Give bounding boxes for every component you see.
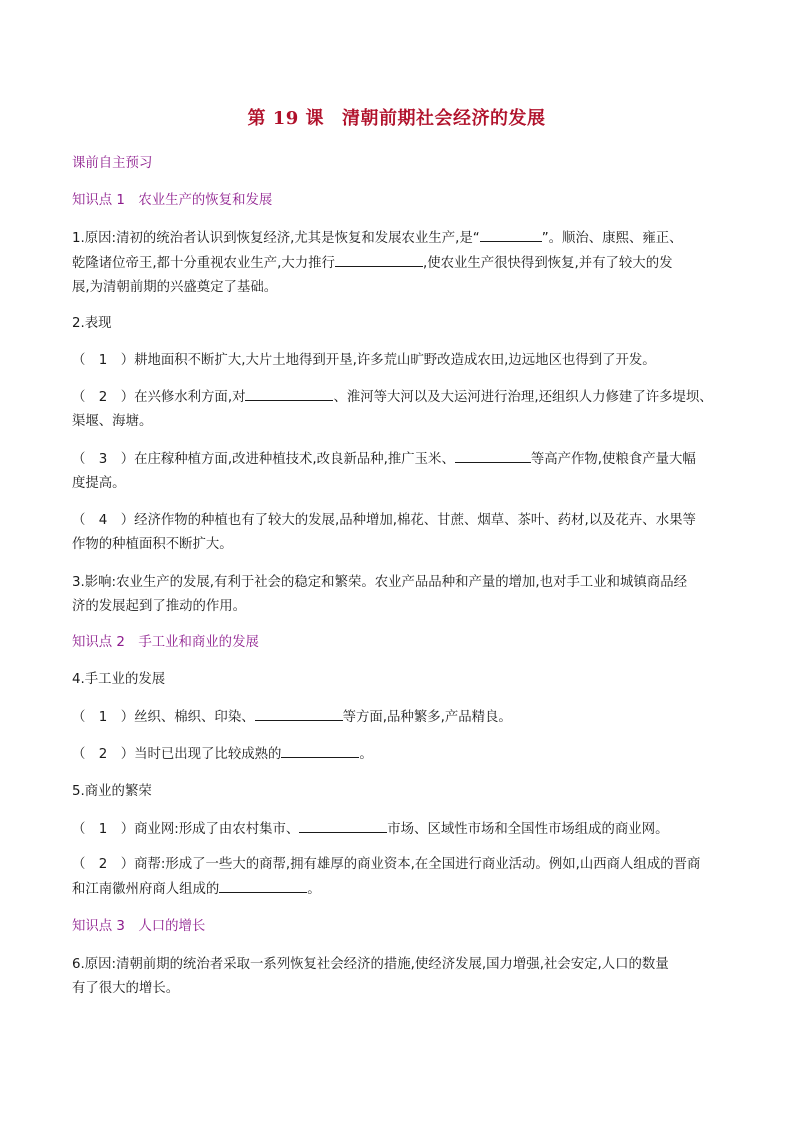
question-1-line-2: 乾隆诸位帝王,都十分重视农业生产,大力推行 ,使农业生产很快得到恢复,并有了较大的发 bbox=[72, 251, 724, 276]
question-2-point-2: （ 2 ）在兴修水利方面,对 、淮河等大河以及大运河进行治理,还组织人力修建了许多堤坝、 渠堰、海塘。 bbox=[72, 385, 724, 434]
knowledge-point-1-heading: 知识点 1 农业生产的恢复和发展 bbox=[72, 193, 273, 208]
fill-blank-5[interactable] bbox=[255, 705, 343, 721]
knowledge-point-2-heading: 知识点 2 手工业和商业的发展 bbox=[72, 635, 259, 650]
question-1-line-1: 1.原因:清初的统治者认识到恢复经济,尤其是恢复和发展农业生产,是“ ”。顺治、康熙、雍正、 bbox=[72, 226, 724, 251]
question-1-line-3: 展,为清朝前期的兴盛奠定了基础。 bbox=[72, 280, 278, 295]
question-2-point-4: （ 4 ）经济作物的种植也有了较大的发展,品种增加,棉花、甘蔗、烟草、茶叶、药材,以及花卉、水果等 作物的种植面积不断扩大。 bbox=[72, 513, 696, 552]
question-1 bbox=[72, 226, 724, 300]
question-4-heading: 4.手工业的发展 bbox=[72, 672, 166, 687]
question-5-point-2: （ 2 ）商帮:形成了一些大的商帮,拥有雄厚的商业资本,在全国进行商业活动。例如,山西商人组成的晋商 和江南徽州府商人组成的 。 bbox=[72, 857, 701, 897]
fill-blank-1[interactable] bbox=[480, 226, 542, 242]
fill-blank-8[interactable] bbox=[219, 877, 307, 893]
question-5-point-1: （ 1 ）商业网:形成了由农村集市、 市场、区域性市场和全国性市场组成的商业网。 bbox=[72, 817, 724, 842]
question-4-point-1: （ 1 ）丝织、棉织、印染、 等方面,品种繁多,产品精良。 bbox=[72, 705, 724, 730]
knowledge-point-3-heading: 知识点 3 人口的增长 bbox=[72, 919, 206, 934]
page-title bbox=[0, 104, 793, 130]
question-6: 6.原因:清朝前期的统治者采取一系列恢复社会经济的措施,使经济发展,国力增强,社会安定,人口的数量 有了很大的增长。 bbox=[72, 957, 669, 996]
question-4-point-2: （ 2 ）当时已出现了比较成熟的 。 bbox=[72, 742, 724, 767]
question-2-point-1: （ 1 ）耕地面积不断扩大,大片土地得到开垦,许多荒山旷野改造成农田,边远地区也得到了开发。 bbox=[72, 353, 656, 368]
fill-blank-2[interactable] bbox=[335, 251, 423, 267]
lesson-name: 清朝前期社会经济的发展 bbox=[342, 108, 546, 129]
fill-blank-7[interactable] bbox=[299, 817, 387, 833]
fill-blank-4[interactable] bbox=[455, 447, 531, 463]
question-5-heading: 5.商业的繁荣 bbox=[72, 784, 152, 799]
lesson-number: 第 19 课 bbox=[247, 108, 325, 129]
question-2-heading: 2.表现 bbox=[72, 316, 112, 331]
section-heading: 课前自主预习 bbox=[72, 156, 153, 171]
fill-blank-6[interactable] bbox=[281, 742, 359, 758]
question-2-point-3: （ 3 ）在庄稼种植方面,改进种植技术,改良新品种,推广玉米、 等高产作物,使粮食产量大幅 度提高。 bbox=[72, 447, 724, 496]
fill-blank-3[interactable] bbox=[245, 385, 333, 401]
question-3: 3.影响:农业生产的发展,有利于社会的稳定和繁荣。农业产品品种和产量的增加,也对手工业和城镇商品经 济的发展起到了推动的作用。 bbox=[72, 575, 687, 614]
